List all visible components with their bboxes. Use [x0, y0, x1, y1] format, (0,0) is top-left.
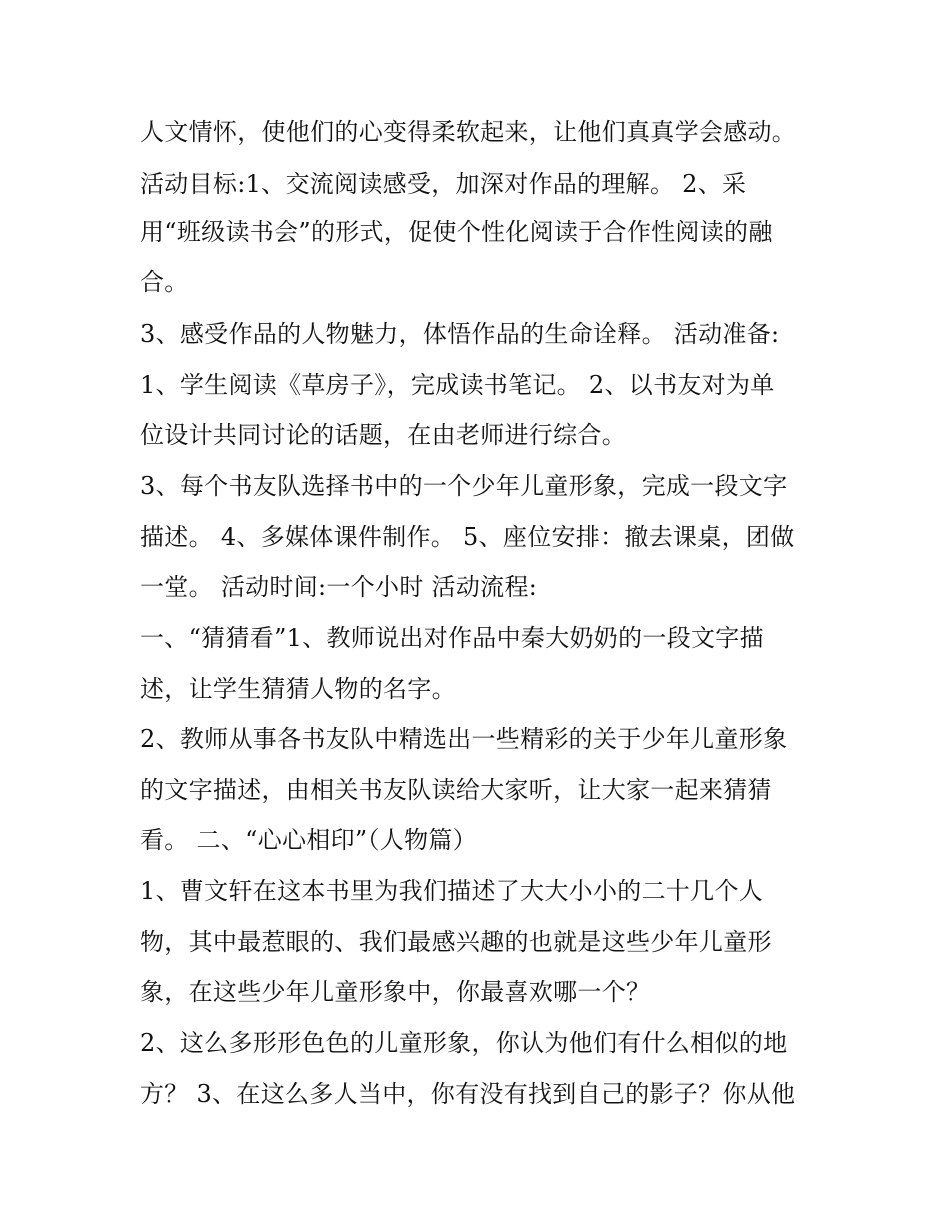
text-line: 述，让学生猜猜人物的名字。 — [140, 675, 456, 703]
text-line: 3、感受作品的人物魅力，体悟作品的生命诠释。 活动准备: — [140, 320, 780, 348]
text-line: 2、这么多形形色色的儿童形象，你认为他们有什么相似的地 — [140, 1029, 788, 1057]
text-line: 象，在这些少年儿童形象中，你最喜欢哪一个？ — [140, 978, 651, 1006]
text-line: 一、“猜猜看”1、教师说出对作品中秦大奶奶的一段文字描 — [140, 624, 764, 652]
text-line: 描述。 4、多媒体课件制作。 5、座位安排：撤去课桌，团做 — [140, 523, 795, 551]
text-line: 用“班级读书会”的形式，促使个性化阅读于合作性阅读的融 — [140, 218, 773, 246]
text-line: 方？ 3、在这么多人当中，你有没有找到自己的影子？你从他 — [140, 1080, 796, 1108]
text-line: 1、学生阅读《草房子》，完成读书笔记。 2、以书友对为单 — [140, 371, 775, 399]
text-line: 人文情怀，使他们的心变得柔软起来，让他们真真学会感动。 — [140, 118, 797, 146]
text-line: 活动目标:1、交流阅读感受，加深对作品的理解。 2、采 — [140, 170, 747, 198]
text-line: 一堂。 活动时间:一个小时 活动流程: — [140, 573, 538, 601]
text-line: 1、曹文轩在这本书里为我们描述了大大小小的二十几个人 — [140, 877, 764, 905]
text-line: 合。 — [140, 268, 189, 296]
text-line: 3、每个书友队选择书中的一个少年儿童形象，完成一段文字 — [140, 472, 788, 500]
text-line: 2、教师从事各书友队中精选出一些精彩的关于少年儿童形象 — [140, 725, 788, 753]
text-line: 物，其中最惹眼的、我们最感兴趣的也就是这些少年儿童形 — [140, 928, 772, 956]
text-line: 看。 二、“心心相印”（人物篇） — [140, 826, 477, 854]
text-line: 位设计共同讨论的话题，在由老师进行综合。 — [140, 421, 626, 449]
text-line: 的文字描述，由相关书友队读给大家听，让大家一起来猜猜 — [140, 776, 772, 804]
